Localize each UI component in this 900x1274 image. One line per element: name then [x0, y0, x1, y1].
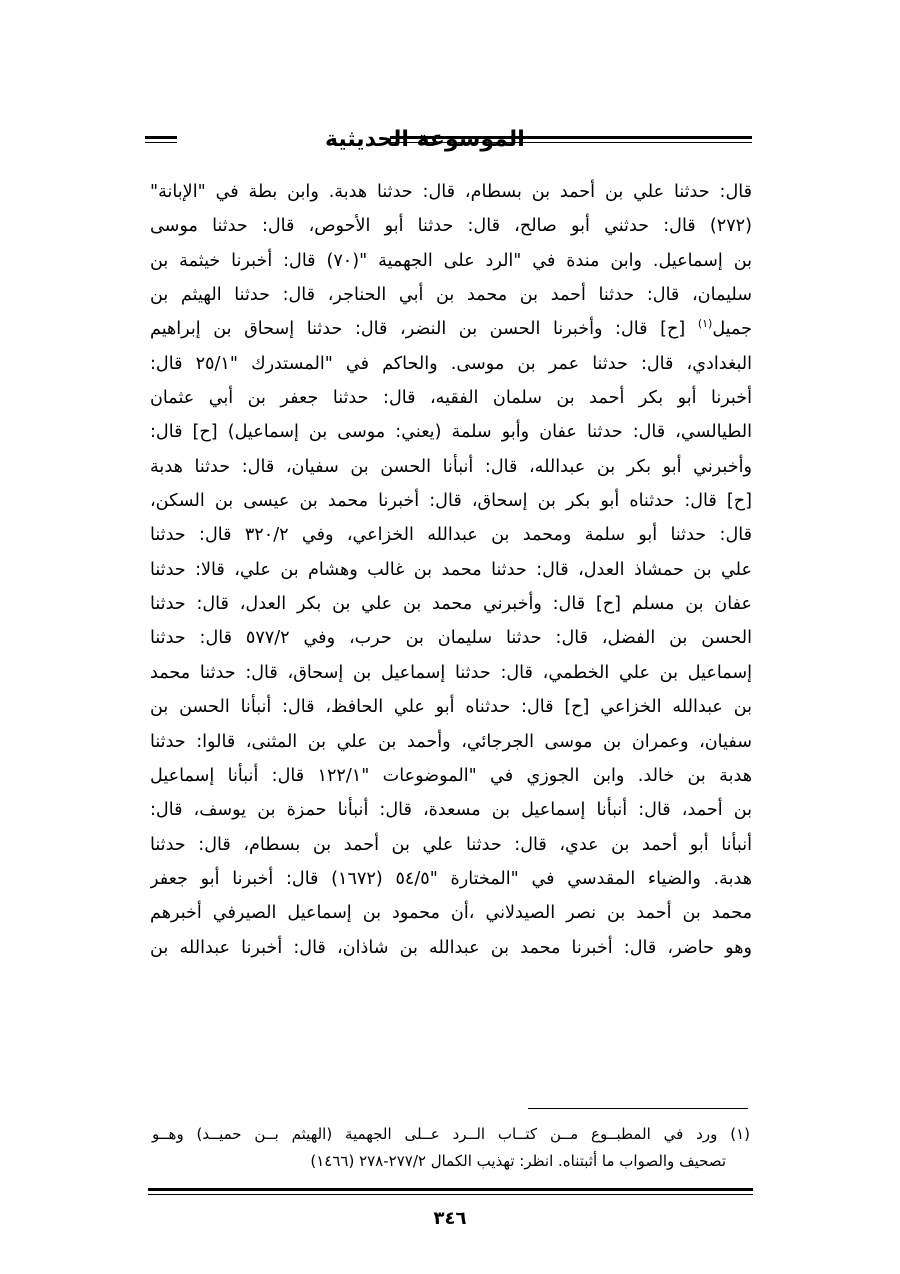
text-line: عفان بن مسلم [ح] قال: وأخبرني محمد بن علي بن بكر العدل، قال: حدثنا [150, 594, 752, 615]
main-text [150, 175, 752, 965]
footer-rule-thin [148, 1194, 753, 1195]
text-line: علي بن حمشاذ العدل، قال: حدثنا محمد بن غالب وهشام بن علي، قالا: حدثنا [150, 559, 752, 580]
text-line: (٢٧٢) قال: حدثني أبو صالح، قال: حدثنا أبو الأحوص، قال: حدثنا موسى [150, 216, 752, 237]
text-line: سفيان، وعمران بن موسى الجرجائي، وأحمد بن علي بن المثنى، قالوا: حدثنا [150, 731, 752, 752]
footnote-anchor-word: جميل [712, 319, 752, 340]
text-line: أخبرنا أبو بكر أحمد بن سلمان الفقيه، قال: حدثنا جعفر بن أبي عثمان [150, 388, 752, 409]
running-header-title: الموسوعة الحديثية [325, 127, 525, 152]
footnote-separator [528, 1108, 748, 1109]
text-line: وهو حاضر، قال: أخبرنا محمد بن عبدالله بن شاذان، قال: أخبرنا عبدالله بن [150, 937, 752, 958]
footnotes [152, 1121, 750, 1175]
footnote-marker[interactable]: (١) [697, 317, 713, 331]
text-line-rest: [ح] قال: وأخبرنا الحسن بن النضر، قال: حدثنا إسحاق بن إبراهيم [150, 319, 686, 340]
text-line: بن إسماعيل. وابن مندة في "الرد على الجهمية "(٧٠) قال: أخبرنا خيثمة بن [150, 250, 752, 271]
running-header [145, 122, 752, 162]
text-line: سليمان، قال: حدثنا أحمد بن محمد بن أبي الحناجر، قال: حدثنا الهيثم بن [150, 285, 752, 306]
text-line: هدبة. والضياء المقدسي في "المختارة "٥٤/٥ (١٦٧٢) قال: أخبرنا أبو جعفر [150, 868, 752, 889]
page-number: ٣٤٦ [433, 1208, 467, 1229]
text-line: محمد بن أحمد بن نصر الصيدلاني ،أن محمود بن إسماعيل الصيرفي أخبرهم [150, 903, 752, 924]
text-line: بن أحمد، قال: أنبأنا إسماعيل بن مسعدة، قال: أنبأنا حمزة بن يوسف، قال: [150, 800, 752, 821]
text-line: [ح] قال: حدثناه أبو بكر بن إسحاق، قال: أخبرنا محمد بن عيسى بن السكن، [150, 491, 752, 512]
text-line: إسماعيل بن علي الخطمي، قال: حدثنا إسماعيل بن إسحاق، قال: حدثنا محمد [150, 662, 752, 683]
text-line: هدبة بن خالد. وابن الجوزي في "الموضوعات "١٢٢/١ قال: أنبأنا إسماعيل [150, 765, 752, 786]
text-line: البغدادي، قال: حدثنا عمر بن موسى. والحاكم في "المستدرك "٢٥/١ قال: [150, 353, 752, 374]
footnote-line: تصحيف والصواب ما أثبتناه. انظر: تهذيب الكمال ٢٧٧/٢-٢٧٨ (١٤٦٦) [310, 1152, 726, 1170]
footer-rule-thick [148, 1188, 753, 1191]
text-line: أنبأنا أبو أحمد بن عدي، قال: حدثنا علي بن أحمد بن بسطام، قال: حدثنا [150, 834, 752, 855]
text-line: قال: حدثنا أبو سلمة ومحمد بن عبدالله الخزاعي، وفي ٣٢٠/٢ قال: حدثنا [150, 525, 752, 546]
text-line: وأخبرني أبو بكر بن عبدالله، قال: أنبأنا الحسن بن سفيان، قال: حدثنا هدبة [150, 456, 752, 477]
footnote-line: (١) ورد في المطبــوع مــن كتــاب الــرد عــلى الجهمية (الهيثم بــن حميــد) وهــو [152, 1125, 750, 1143]
header-rule-left [145, 136, 177, 143]
text-line: الحسن بن الفضل، قال: حدثنا سليمان بن حرب، وفي ٥٧٧/٢ قال: حدثنا [150, 628, 752, 649]
text-line: قال: حدثنا علي بن أحمد بن بسطام، قال: حدثنا هدبة. وابن بطة في "الإبانة" [150, 182, 752, 202]
text-line: بن عبدالله الخزاعي [ح] قال: حدثناه أبو علي الحافظ، قال: أنبأنا الحسن بن [150, 697, 752, 718]
text-line-with-footnote [150, 312, 752, 346]
text-line: الطيالسي، قال: حدثنا عفان وأبو سلمة (يعني: موسى بن إسماعيل) [ح] قال: [150, 422, 752, 443]
